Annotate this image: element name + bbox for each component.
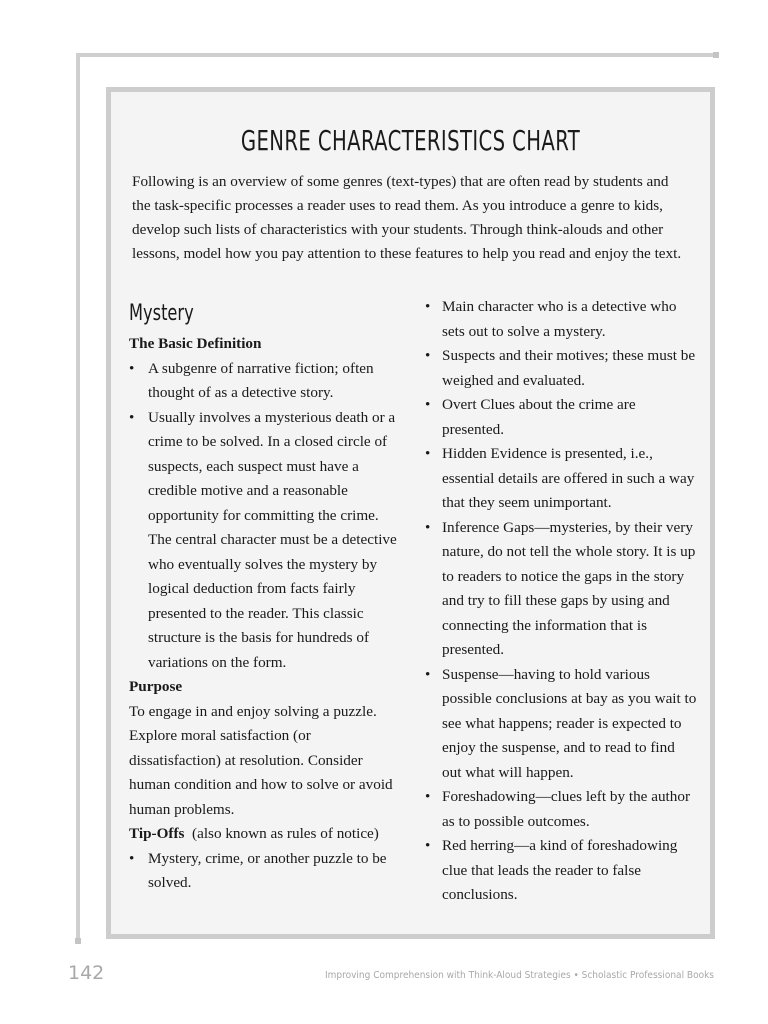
list-item: • Mystery, crime, or another puzzle to be solved. bbox=[129, 847, 399, 896]
list-item: • Usually involves a mysterious death or a crime to be solved. In a closed circle of suspects, each suspect must have a credible motive and a reasonable opportunity for committing the crime. The central character must be a detective who eventually solves the mystery by logical deduction from facts fairly presented to the reader. This classic structure is the basis for hundreds of variations on the form. bbox=[129, 406, 399, 676]
list-item: • Suspects and their motives; these must be weighed and evaluated. bbox=[425, 344, 697, 393]
list-item: • Hidden Evidence is presented, i.e., essential details are offered in such a way that they seem unimportant. bbox=[425, 442, 697, 516]
list-item: • Main character who is a detective who sets out to solve a mystery. bbox=[425, 295, 697, 344]
page-title: GENRE CHARACTERISTICS CHART bbox=[240, 124, 581, 157]
genre-chart-panel bbox=[106, 87, 715, 939]
list-item: • Red herring—a kind of foreshadowing clue that leads the reader to false conclusions. bbox=[425, 834, 697, 908]
tipoffs-list-right bbox=[425, 295, 697, 908]
page-trim-top bbox=[78, 53, 718, 57]
trim-dot-top-right bbox=[713, 52, 719, 58]
purpose-label: Purpose bbox=[129, 678, 183, 695]
list-item: • Foreshadowing—clues left by the author as to possible outcomes. bbox=[425, 785, 697, 834]
trim-dot-bottom-left bbox=[75, 938, 81, 944]
page-number: 142 bbox=[68, 962, 105, 984]
list-item: • A subgenre of narrative fiction; often thought of as a detective story. bbox=[129, 357, 399, 406]
purpose-text: To engage in and enjoy solving a puzzle. Explore moral satisfaction (or dissatisfaction) at resolution. Consider human condition and how to solve or avoid human problems. bbox=[129, 702, 393, 818]
tipoffs-label: Tip-Offs bbox=[129, 825, 185, 842]
right-column bbox=[425, 295, 697, 908]
list-item: • Overt Clues about the crime are presented. bbox=[425, 393, 697, 442]
basic-definition-list bbox=[129, 357, 399, 676]
mystery-heading: Mystery bbox=[129, 301, 194, 326]
tipoffs-note: (also known as rules of notice) bbox=[192, 825, 379, 842]
list-item: • Inference Gaps—mysteries, by their very nature, do not tell the whole story. It is up to readers to notice the gaps in the story and try to fill these gaps by using and connecting the information that is presented. bbox=[425, 516, 697, 663]
page-trim-left bbox=[76, 53, 80, 943]
tipoffs-list-left bbox=[129, 847, 399, 896]
left-column bbox=[129, 292, 399, 896]
footer-credit: Improving Comprehension with Think-Aloud Strategies • Scholastic Professional Books bbox=[325, 970, 714, 981]
list-item: • Suspense—having to hold various possible conclusions at bay as you wait to see what happens; reader is expected to enjoy the suspense, and to read to find out what will happen. bbox=[425, 663, 697, 786]
basic-definition-label: The Basic Definition bbox=[129, 335, 262, 352]
intro-paragraph: Following is an overview of some genres (text-types) that are often read by students and the task-specific processes a reader uses to read them. As you introduce a genre to kids, develop such lists of characteristics with your students. Through think-alouds and other lessons, model how you pay attention to these features to help you read and enjoy the text. bbox=[132, 173, 682, 262]
tipoffs-heading bbox=[129, 822, 399, 847]
